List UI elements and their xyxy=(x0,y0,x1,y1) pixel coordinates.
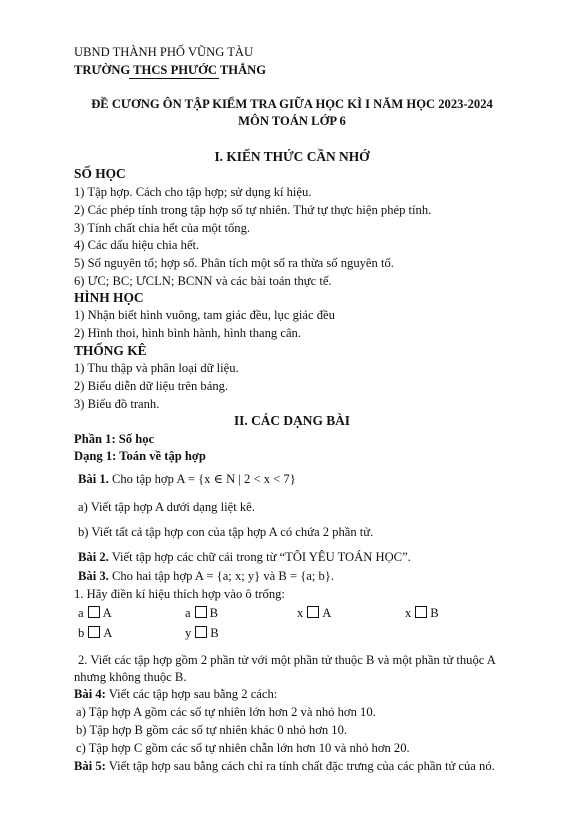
exercise-1a: a) Viết tập hợp A dưới dạng liệt kê. xyxy=(78,500,255,514)
list-item: 1) Thu thập và phân loại dữ liệu. xyxy=(74,361,239,375)
list-item: 4) Các dấu hiệu chia hết. xyxy=(74,238,200,252)
exercise-label: Bài 1. xyxy=(78,472,109,486)
answer-box[interactable] xyxy=(88,626,100,638)
fill-in-item: b A xyxy=(78,626,113,640)
exercise-4 xyxy=(74,686,277,702)
answer-box[interactable] xyxy=(88,606,100,618)
fill-in-item: x A xyxy=(297,606,332,620)
list-item: 2) Hình thoi, hình bình hành, hình thang cân. xyxy=(74,326,302,340)
exercise-3 xyxy=(78,568,334,584)
exercise-label: Bài 4: xyxy=(74,687,106,701)
heading-so-hoc: SỐ HỌC xyxy=(74,166,126,181)
list-item: a) Tập hợp A gồm các số tự nhiên lớn hơn 2 và nhỏ hơn 10. xyxy=(76,705,376,719)
list-item: 1) Nhận biết hình vuông, tam giác đều, lục giác đều xyxy=(74,308,335,322)
list-item: 1) Tập hợp. Cách cho tập hợp; sử dụng kí hiệu. xyxy=(74,185,312,199)
exercise-label: Bài 5: xyxy=(74,759,106,773)
school-name: TRƯỜNG THCS PHƯỚC THẮNG xyxy=(74,63,267,77)
answer-box[interactable] xyxy=(195,626,207,638)
exercise-3-q2-cont: nhưng không thuộc B. xyxy=(74,670,187,684)
exercise-1 xyxy=(78,471,296,487)
list-item: 5) Số nguyên tố; hợp số. Phân tích một số ra thừa số nguyên tố. xyxy=(74,256,394,270)
doc-title: ĐỀ CƯƠNG ÔN TẬP KIỂM TRA GIỮA HỌC KÌ I NĂM HỌC 2023-2024 xyxy=(91,97,493,111)
section-heading-knowledge: I. KIẾN THỨC CẦN NHỚ xyxy=(214,149,370,164)
fill-in-item: x B xyxy=(405,606,439,620)
exercise-3-q1: 1. Hãy điền kí hiệu thích hợp vào ô trống: xyxy=(74,587,285,601)
school-underline xyxy=(129,78,219,79)
topic-heading: Dạng 1: Toán về tập hợp xyxy=(74,449,206,463)
exercise-text: Viết tập hợp các chữ cái trong từ “TÔI YÊU TOÁN HỌC”. xyxy=(108,550,411,564)
list-item: 3) Biểu đồ tranh. xyxy=(74,397,160,411)
answer-box[interactable] xyxy=(307,606,319,618)
section-heading-exercises: II. CÁC DẠNG BÀI xyxy=(233,413,351,428)
answer-box[interactable] xyxy=(415,606,427,618)
fill-in-item: a B xyxy=(185,606,218,620)
fill-in-item: a A xyxy=(78,606,112,620)
exercise-text: Viết tập hợp sau bằng cách chỉ ra tính chất đặc trưng của các phần tử của nó. xyxy=(105,759,495,773)
exercise-label: Bài 3. xyxy=(78,569,109,583)
exercise-text: Cho hai tập hợp A = {a; x; y} và B = {a; b}. xyxy=(108,569,334,583)
fill-in-item: y B xyxy=(185,626,219,640)
list-item: 3) Tính chất chia hết của một tổng. xyxy=(74,221,251,235)
list-item: 6) ƯC; BC; ƯCLN; BCNN và các bài toán thực tế. xyxy=(74,274,332,288)
list-item: 2) Biểu diễn dữ liệu trên bảng. xyxy=(74,379,229,393)
list-item: b) Tập hợp B gồm các số tự nhiên khác 0 nhỏ hơn 10. xyxy=(76,723,348,737)
exercise-label: Bài 2. xyxy=(78,550,109,564)
list-item: 2) Các phép tính trong tập hợp số tự nhiên. Thứ tự thực hiện phép tính. xyxy=(74,203,432,217)
exercise-5 xyxy=(74,758,495,774)
org-name: UBND THÀNH PHỐ VŨNG TÀU xyxy=(74,45,254,59)
answer-box[interactable] xyxy=(195,606,207,618)
doc-subtitle: MÔN TOÁN LỚP 6 xyxy=(238,114,346,128)
heading-thong-ke: THỐNG KÊ xyxy=(74,343,147,358)
heading-hinh-hoc: HÌNH HỌC xyxy=(74,290,144,305)
exercise-3-q2: 2. Viết các tập hợp gồm 2 phần tử với một phần tử thuộc B và một phần tử thuộc A xyxy=(78,653,496,667)
exercise-2 xyxy=(78,549,411,565)
exercise-1b: b) Viết tất cả tập hợp con của tập hợp A có chứa 2 phần tử. xyxy=(78,525,374,539)
exercise-text: Viết các tập hợp sau bằng 2 cách: xyxy=(105,687,278,701)
exercise-text: Cho tập hợp A = {x ∈ N | 2 < x < 7} xyxy=(108,472,296,486)
list-item: c) Tập hợp C gồm các số tự nhiên chẵn lớn hơn 10 và nhỏ hơn 20. xyxy=(76,741,410,755)
part-heading: Phần 1: Số học xyxy=(74,432,155,446)
